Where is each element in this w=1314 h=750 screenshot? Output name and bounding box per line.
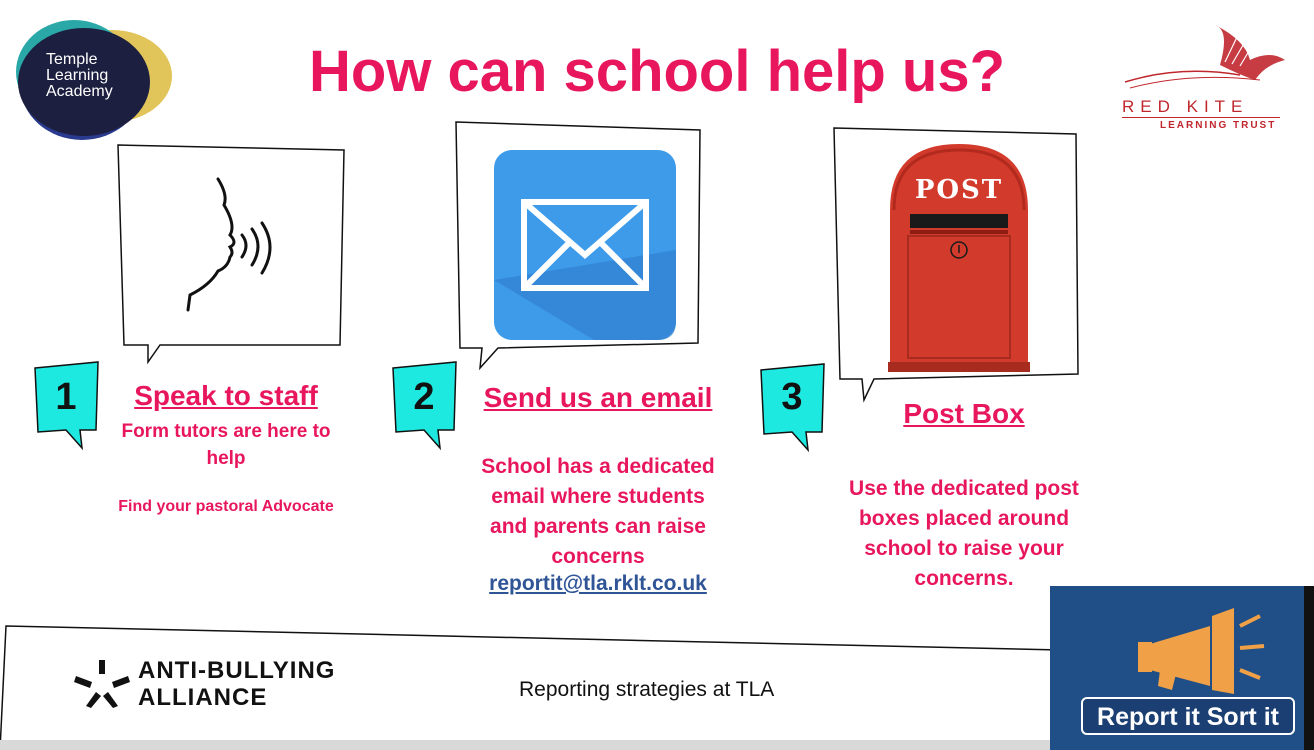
step-number-2: 2 <box>413 376 435 418</box>
footer-text: Reporting strategies at TLA <box>519 678 775 701</box>
post-label: POST <box>914 175 1004 205</box>
step-number-1: 1 <box>55 376 77 418</box>
step-number-3: 3 <box>781 376 803 418</box>
anti-bullying-icon <box>74 660 130 708</box>
red-kite-bird-icon <box>1120 20 1290 100</box>
envelope-icon <box>494 150 676 340</box>
step-body-3: Use the dedicated post boxes placed around school to raise your concerns. <box>849 477 1079 590</box>
report-email-link[interactable]: reportit@tla.rklt.co.uk <box>489 572 707 595</box>
red-kite-name: RED KITE <box>1122 97 1249 116</box>
page-title: How can school help us? <box>308 39 1006 104</box>
tla-logo-text: Temple Learning Academy <box>46 51 113 100</box>
step-heading-3: Post Box <box>903 398 1025 429</box>
step-heading-2: Send us an email <box>483 382 713 413</box>
red-kite-divider <box>1122 117 1280 118</box>
anti-bullying-logo-text: ANTI-BULLYING ALLIANCE <box>138 657 336 711</box>
red-kite-sub: LEARNING TRUST <box>1160 120 1277 131</box>
step-extra-1: Find your pastoral Advocate <box>118 498 334 515</box>
speaking-head-icon <box>180 175 290 315</box>
megaphone-icon <box>1138 608 1264 694</box>
step-heading-1: Speak to staff <box>134 380 318 411</box>
step-body-2: School has a dedicated email where students and parents can raise concerns <box>481 455 715 568</box>
report-it-label: Report it Sort it <box>1081 697 1295 735</box>
step-body-1: Form tutors are here to help <box>121 421 331 469</box>
